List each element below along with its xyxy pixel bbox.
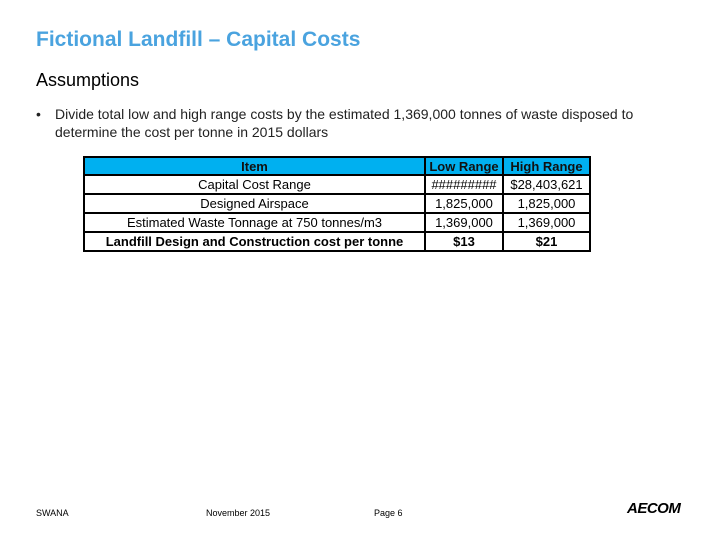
header-low: Low Range bbox=[425, 157, 503, 175]
footer-org: SWANA bbox=[36, 508, 69, 518]
section-heading: Assumptions bbox=[36, 70, 140, 90]
header-item: Item bbox=[84, 157, 425, 175]
cell: ######### bbox=[425, 175, 503, 194]
cell: $28,403,621 bbox=[503, 175, 590, 194]
bullet-text: Divide total low and high range costs by the estimated 1,369,000 tonnes of waste disposed to determine the cost per tonne in 2015 dollars bbox=[55, 106, 634, 140]
table-row bbox=[84, 175, 590, 194]
cell: $13 bbox=[425, 232, 503, 251]
cell: 1,825,000 bbox=[503, 194, 590, 213]
footer-date: November 2015 bbox=[206, 508, 271, 518]
cell: Capital Cost Range bbox=[84, 175, 425, 194]
table-row-total bbox=[84, 232, 590, 251]
cell: 1,369,000 bbox=[503, 213, 590, 232]
cost-table bbox=[83, 156, 591, 252]
bullet-icon: • bbox=[36, 106, 41, 122]
aecom-logo: AECOM bbox=[627, 500, 681, 517]
footer-page: Page 6 bbox=[374, 508, 403, 518]
cell: 1,825,000 bbox=[425, 194, 503, 213]
table-row bbox=[84, 194, 590, 213]
page-title: Fictional Landfill – Capital Costs bbox=[36, 28, 361, 51]
cell: Designed Airspace bbox=[84, 194, 425, 213]
cell: Landfill Design and Construction cost per tonne bbox=[84, 232, 425, 251]
table-row bbox=[84, 213, 590, 232]
cell: 1,369,000 bbox=[425, 213, 503, 232]
cell: Estimated Waste Tonnage at 750 tonnes/m3 bbox=[84, 213, 425, 232]
header-high: High Range bbox=[503, 157, 590, 175]
bullet-point bbox=[36, 105, 656, 141]
cell: $21 bbox=[503, 232, 590, 251]
table-header-row bbox=[84, 157, 590, 175]
